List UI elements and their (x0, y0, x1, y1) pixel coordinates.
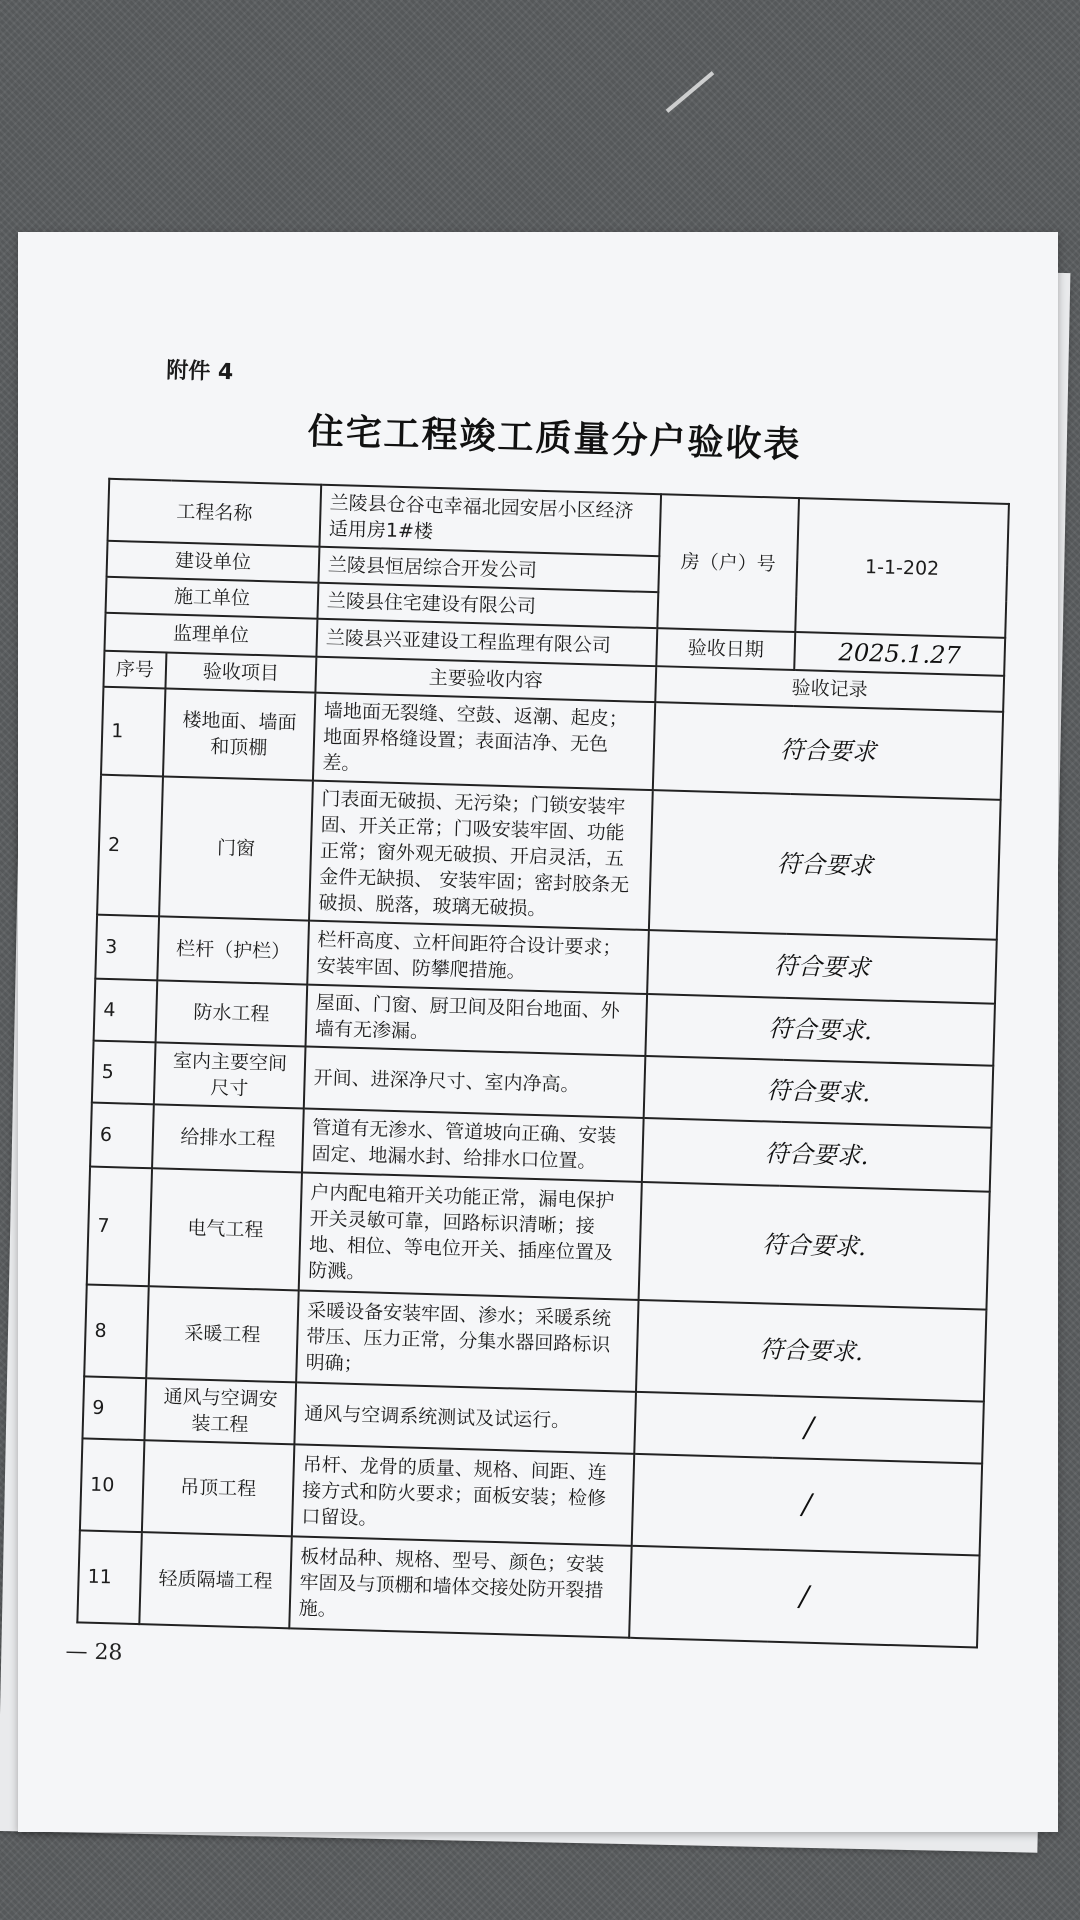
col-item-header: 验收项目 (165, 652, 316, 692)
row-content: 吊杆、龙骨的质量、规格、间距、连接方式和防火要求；面板安装；检修口留设。 (292, 1444, 634, 1545)
contractor-label: 施工单位 (106, 577, 319, 619)
row-seq: 1 (101, 687, 165, 777)
date-handwritten-value: 2025.1.27 (794, 632, 1005, 676)
table-row (97, 775, 1001, 940)
row-record-handwritten: / (634, 1392, 984, 1464)
contractor-value: 兰陵县住宅建设有限公司 (317, 583, 658, 628)
page-number: — 28 (65, 1639, 123, 1666)
col-record-header: 验收记录 (655, 666, 1004, 712)
light-glare (666, 71, 715, 113)
col-content-header: 主要验收内容 (315, 657, 656, 702)
document-sheet (18, 232, 1058, 1832)
attachment-label: 附件 4 (165, 358, 234, 386)
row-item: 防水工程 (156, 980, 308, 1046)
row-record-handwritten: 符合要求. (642, 1118, 992, 1192)
row-record-handwritten: 符合要求. (636, 1300, 986, 1402)
row-seq: 4 (94, 979, 158, 1043)
document-title: 住宅工程竣工质量分户验收表 (307, 411, 803, 467)
row-item: 吊顶工程 (142, 1440, 295, 1536)
row-seq: 9 (82, 1376, 146, 1440)
row-item: 电气工程 (149, 1168, 302, 1290)
row-item: 门窗 (159, 776, 313, 920)
row-seq: 2 (97, 775, 163, 917)
supervisor-label: 监理单位 (104, 613, 317, 657)
row-content: 户内配电箱开关功能正常，漏电保护开关灵敏可靠，回路标识清晰；接地、相位、等电位开关、插座位置及防溅。 (299, 1172, 642, 1299)
row-item: 栏杆（护栏） (157, 916, 309, 984)
row-record-handwritten: 符合要求 (653, 702, 1003, 800)
row-content: 栏杆高度、立杆间距符合设计要求；安装牢固、防攀爬措施。 (307, 921, 649, 994)
project-name-value: 兰陵县仓谷屯幸福北园安居小区经济适用房1#楼 (319, 485, 661, 556)
row-seq: 6 (90, 1103, 154, 1169)
row-record-handwritten: 符合要求 (647, 930, 997, 1004)
row-record-handwritten: 符合要求. (645, 994, 995, 1066)
row-content: 门表面无破损、无污染；门锁安装牢固、开关正常；门吸安装牢固、功能正常；窗外观无破损、开启灵活，五金件无缺损、 安装牢固；密封胶条无破损、脱落，玻璃无破损。 (309, 781, 653, 930)
row-item: 给排水工程 (152, 1104, 304, 1172)
row-record-handwritten: 符合要求. (644, 1056, 994, 1128)
row-item: 室内主要空间尺寸 (154, 1042, 306, 1108)
room-value: 1-1-202 (795, 498, 1009, 638)
row-seq: 3 (95, 915, 159, 981)
row-item: 通风与空调安装工程 (144, 1378, 296, 1444)
row-record-handwritten: 符合要求 (649, 790, 1001, 940)
row-record-handwritten: / (632, 1454, 982, 1556)
room-label: 房（户）号 (657, 494, 799, 632)
date-label: 验收日期 (656, 628, 795, 670)
document-content (0, 218, 1080, 1846)
row-seq: 5 (92, 1041, 156, 1105)
row-content: 采暖设备安装牢固、渗水；采暖系统带压、压力正常，分集水器回路标识明确； (296, 1290, 638, 1391)
project-name-label: 工程名称 (108, 479, 322, 547)
col-seq-header: 序号 (103, 651, 166, 689)
row-content: 板材品种、规格、型号、颜色；安装牢固及与顶棚和墙体交接处防开裂措施。 (289, 1536, 631, 1637)
row-content: 管道有无渗水、管道坡向正确、安装固定、地漏水封、给排水口位置。 (302, 1108, 644, 1181)
row-seq: 11 (77, 1530, 142, 1624)
row-content: 通风与空调系统测试及试运行。 (294, 1382, 636, 1453)
row-item: 轻质隔墙工程 (139, 1532, 292, 1628)
row-record-handwritten: 符合要求. (639, 1182, 990, 1310)
builder-label: 建设单位 (107, 541, 320, 583)
row-seq: 7 (87, 1167, 152, 1287)
row-content: 屋面、门窗、厨卫间及阳台地面、外墙有无渗漏。 (306, 985, 648, 1056)
supervisor-value: 兰陵县兴亚建设工程监理有限公司 (316, 619, 657, 666)
row-seq: 10 (80, 1438, 145, 1532)
row-seq: 8 (84, 1284, 149, 1378)
acceptance-table (76, 478, 1010, 1649)
row-content: 墙地面无裂缝、空鼓、返潮、起皮；地面界格缝设置；表面洁净、无色差。 (313, 693, 655, 790)
row-content: 开间、进深净尺寸、室内净高。 (304, 1047, 646, 1118)
row-item: 采暖工程 (146, 1286, 299, 1382)
row-record-handwritten: / (629, 1546, 979, 1648)
builder-value: 兰陵县恒居综合开发公司 (318, 547, 659, 592)
row-item: 楼地面、墙面和顶棚 (163, 688, 315, 780)
